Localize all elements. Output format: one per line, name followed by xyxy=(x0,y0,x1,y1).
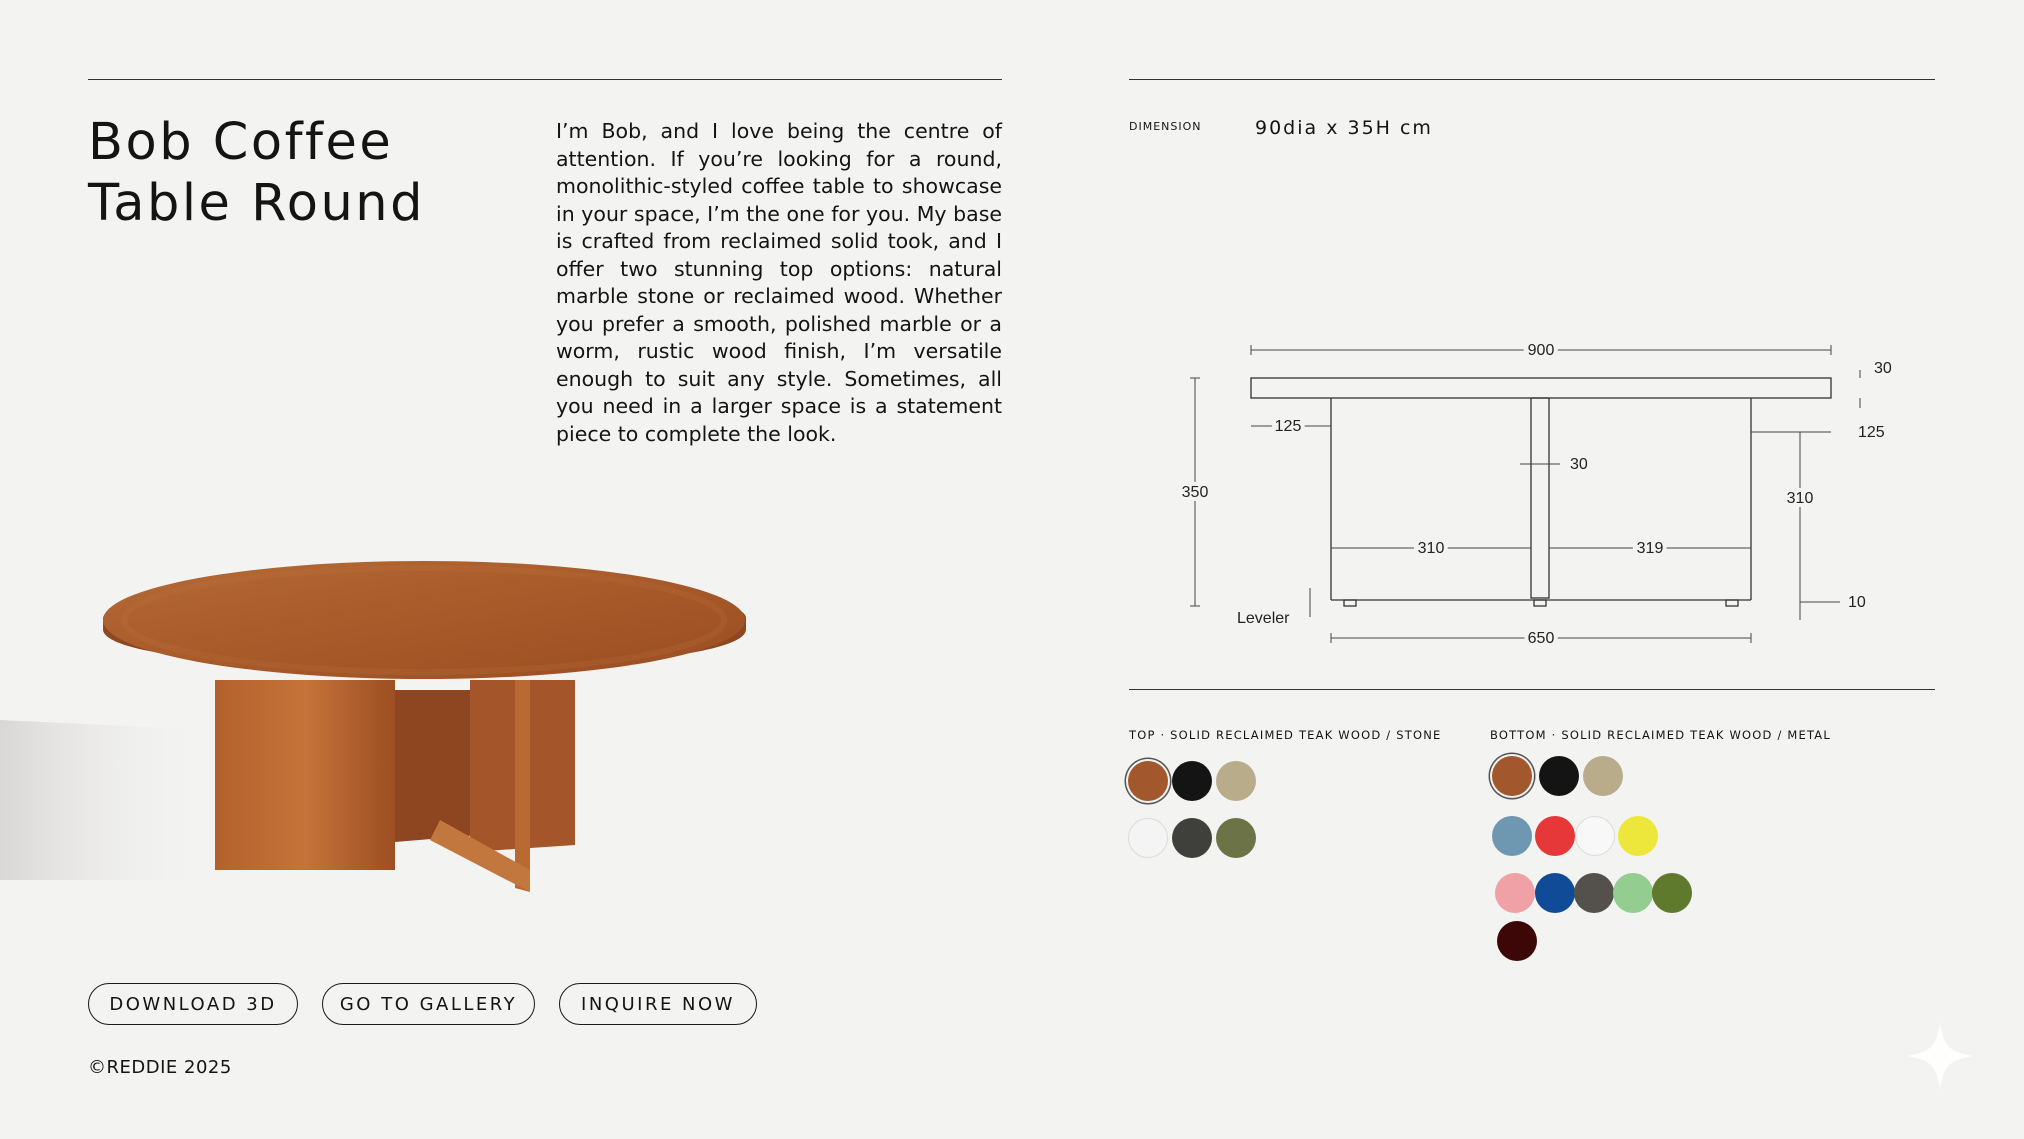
dim-125-right: 125 xyxy=(1858,424,1885,441)
dim-panel-30: 30 xyxy=(1570,456,1588,473)
top-swatch-dark-marble[interactable] xyxy=(1172,818,1212,858)
dim-319-inner: 319 xyxy=(1636,540,1664,557)
product-description: I’m Bob, and I love being the centre of attention. If you’re looking for a round, monolithic-styled coffee table to showcase in your space, I’m the one for you. My base is crafted from reclaimed solid took, and I offer two stunning top options: natural marble stone or reclaimed wood. Whether you prefer a smooth, polished marble or a worm, rustic wood finish, I’m versatile enough to suit any style. Sometimes, all you need in a larger space is a statement piece to complete the look. xyxy=(556,119,1002,446)
bottom-swatch-light-green[interactable] xyxy=(1613,873,1653,913)
dimension-value: 90dia x 35H cm xyxy=(1255,117,1433,139)
top-divider-left xyxy=(88,79,1002,80)
bottom-swatch-oxblood[interactable] xyxy=(1497,921,1537,961)
dim-125-left: 125 xyxy=(1274,418,1302,435)
inquire-now-button[interactable]: INQUIRE NOW xyxy=(559,983,757,1025)
drawing-tabletop xyxy=(1251,378,1831,398)
top-swatch-natural-oak[interactable] xyxy=(1216,761,1256,801)
leveler-text: Leveler xyxy=(1237,610,1290,627)
bottom-swatch-teak-wood[interactable] xyxy=(1492,756,1532,796)
bottom-swatch-steel-blue[interactable] xyxy=(1492,816,1532,856)
dim-310-right: 310 xyxy=(1786,490,1814,507)
top-material-label: TOP · SOLID RECLAIMED TEAK WOOD / STONE xyxy=(1129,728,1442,742)
dimension-label: DIMENSION xyxy=(1129,120,1202,133)
copyright: ©REDDIE 2025 xyxy=(88,1057,232,1078)
bottom-material-label: BOTTOM · SOLID RECLAIMED TEAK WOOD / METAL xyxy=(1490,728,1831,742)
bottom-swatch-cobalt-blue[interactable] xyxy=(1535,873,1575,913)
bottom-swatch-yellow[interactable] xyxy=(1618,816,1658,856)
title-line-2: Table Round xyxy=(88,174,425,233)
bottom-swatch-black[interactable] xyxy=(1539,756,1579,796)
top-swatch-white-marble[interactable] xyxy=(1128,818,1168,858)
product-image xyxy=(0,540,780,910)
dim-350: 350 xyxy=(1181,484,1209,501)
bottom-swatch-red[interactable] xyxy=(1535,816,1575,856)
download-3d-button[interactable]: DOWNLOAD 3D xyxy=(88,983,298,1025)
dimension-drawing xyxy=(1160,330,1920,660)
dim-650: 650 xyxy=(1527,630,1555,647)
bottom-swatch-pink[interactable] xyxy=(1495,873,1535,913)
bottom-swatch-olive-green[interactable] xyxy=(1652,873,1692,913)
go-to-gallery-button[interactable]: GO TO GALLERY xyxy=(322,983,535,1025)
top-swatch-black[interactable] xyxy=(1172,761,1212,801)
dim-10: 10 xyxy=(1848,594,1866,611)
top-swatch-teak-wood[interactable] xyxy=(1128,761,1168,801)
dim-top-30: 30 xyxy=(1874,360,1892,377)
title-line-1: Bob Coffee xyxy=(88,113,394,172)
materials-divider xyxy=(1129,689,1935,690)
bottom-swatch-white[interactable] xyxy=(1575,816,1615,856)
top-swatch-green-marble[interactable] xyxy=(1216,818,1256,858)
page-title xyxy=(88,112,528,234)
bottom-swatch-dark-grey[interactable] xyxy=(1574,873,1614,913)
dim-310-inner: 310 xyxy=(1417,540,1445,557)
sparkle-icon xyxy=(1904,1020,1976,1092)
bottom-swatch-natural-oak[interactable] xyxy=(1583,756,1623,796)
top-divider-right xyxy=(1129,79,1935,80)
drawing-center-panel xyxy=(1531,398,1549,598)
dim-900: 900 xyxy=(1527,342,1555,359)
